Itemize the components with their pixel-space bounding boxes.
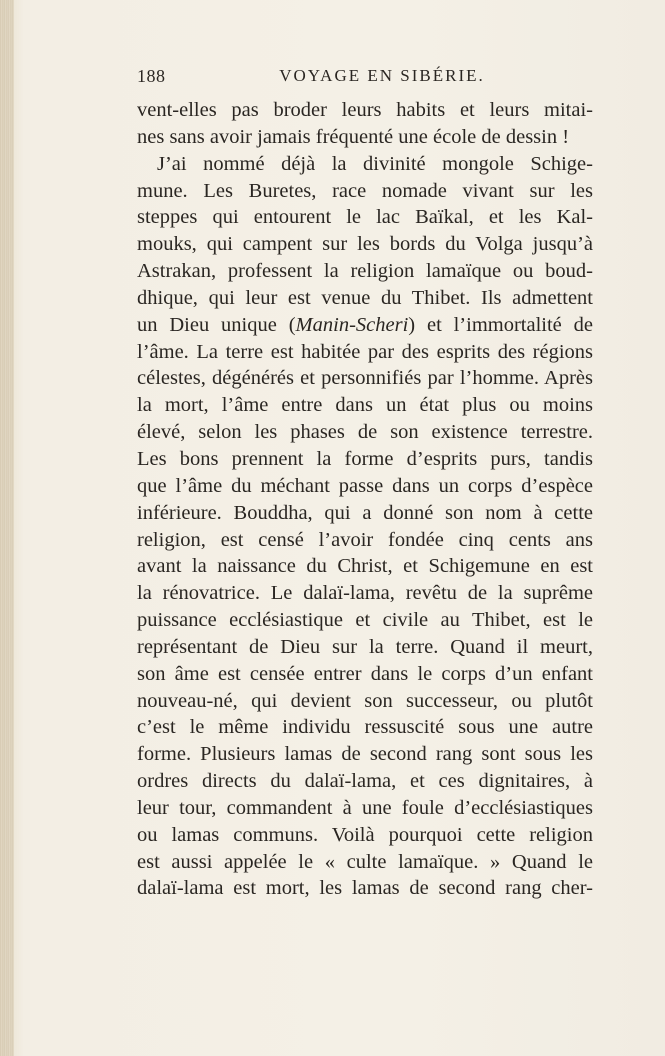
text-line: nouveau-né, qui devient son successeur, ou plutôt — [137, 689, 593, 712]
text-line: dalaï-lama est mort, les lamas de second rang cher- — [137, 877, 593, 900]
text-line-with-italic — [137, 312, 593, 339]
text-line: vent-elles pas broder leurs habits et leurs mitai- — [137, 99, 593, 121]
page-binding-edge — [0, 0, 14, 1056]
italic-term: Manin-Scheri — [295, 313, 409, 336]
text-line: la rénovatrice. Le dalaï-lama, revêtu de la suprême — [137, 582, 593, 605]
text-line: mune. Les Buretes, race nomade vivant sur les — [137, 179, 593, 202]
text-line: avant la naissance du Christ, et Schigemune en est — [137, 555, 593, 578]
text-line: leur tour, commandent à une foule d’ecclésiastiques — [137, 796, 593, 819]
text-line: l’âme. La terre est habitée par des esprits des régions — [137, 340, 593, 363]
page-number: 188 — [137, 66, 166, 86]
text-line: la mort, l’âme entre dans un état plus ou moins — [137, 394, 593, 417]
text-line: religion, est censé l’avoir fondée cinq cents ans — [137, 528, 593, 551]
text-fragment: un Dieu unique ( — [137, 313, 296, 336]
text-line: Astrakan, professent la religion lamaïque ou boud- — [137, 260, 593, 283]
text-line: son âme est censée entrer dans le corps d’un enfant — [137, 662, 593, 685]
text-line: est aussi appelée le « culte lamaïque. » Quand le — [137, 850, 593, 873]
text-line: dhique, qui leur est venue du Thibet. Ils admettent — [137, 286, 593, 309]
text-line: ordres directs du dalaï-lama, et ces dignitaires, à — [137, 770, 593, 793]
text-line: que l’âme du méchant passe dans un corps d’espèce — [137, 474, 593, 497]
text-line: steppes qui entourent le lac Baïkal, et les Kal- — [137, 206, 593, 229]
text-line: représentant de Dieu sur la terre. Quand il meurt, — [137, 635, 593, 658]
running-title: VOYAGE EN SIBÉRIE. — [279, 66, 485, 85]
text-line: inférieure. Bouddha, qui a donné son nom à cette — [137, 501, 593, 524]
body-text — [137, 97, 593, 902]
text-line: Les bons prennent la forme d’esprits purs, tandis — [137, 447, 593, 470]
text-line: nes sans avoir jamais fréquenté une école de dessin ! — [137, 125, 570, 148]
text-line: c’est le même individu ressuscité sous une autre — [137, 716, 593, 739]
text-line: J’ai nommé déjà la divinité mongole Schige- — [157, 152, 593, 175]
text-line: puissance ecclésiastique et civile au Thibet, est le — [137, 609, 593, 632]
text-line: mouks, qui campent sur les bords du Volga jusqu’à — [137, 233, 593, 256]
text-line: élevé, selon les phases de son existence terrestre. — [137, 421, 593, 444]
running-head — [137, 66, 597, 94]
text-line: ou lamas communs. Voilà pourquoi cette religion — [137, 823, 593, 846]
text-line: forme. Plusieurs lamas de second rang sont sous les — [137, 743, 593, 766]
text-line: célestes, dégénérés et personnifiés par l’homme. Après — [137, 367, 593, 390]
text-fragment: ) et l’immortalité de — [408, 313, 593, 336]
